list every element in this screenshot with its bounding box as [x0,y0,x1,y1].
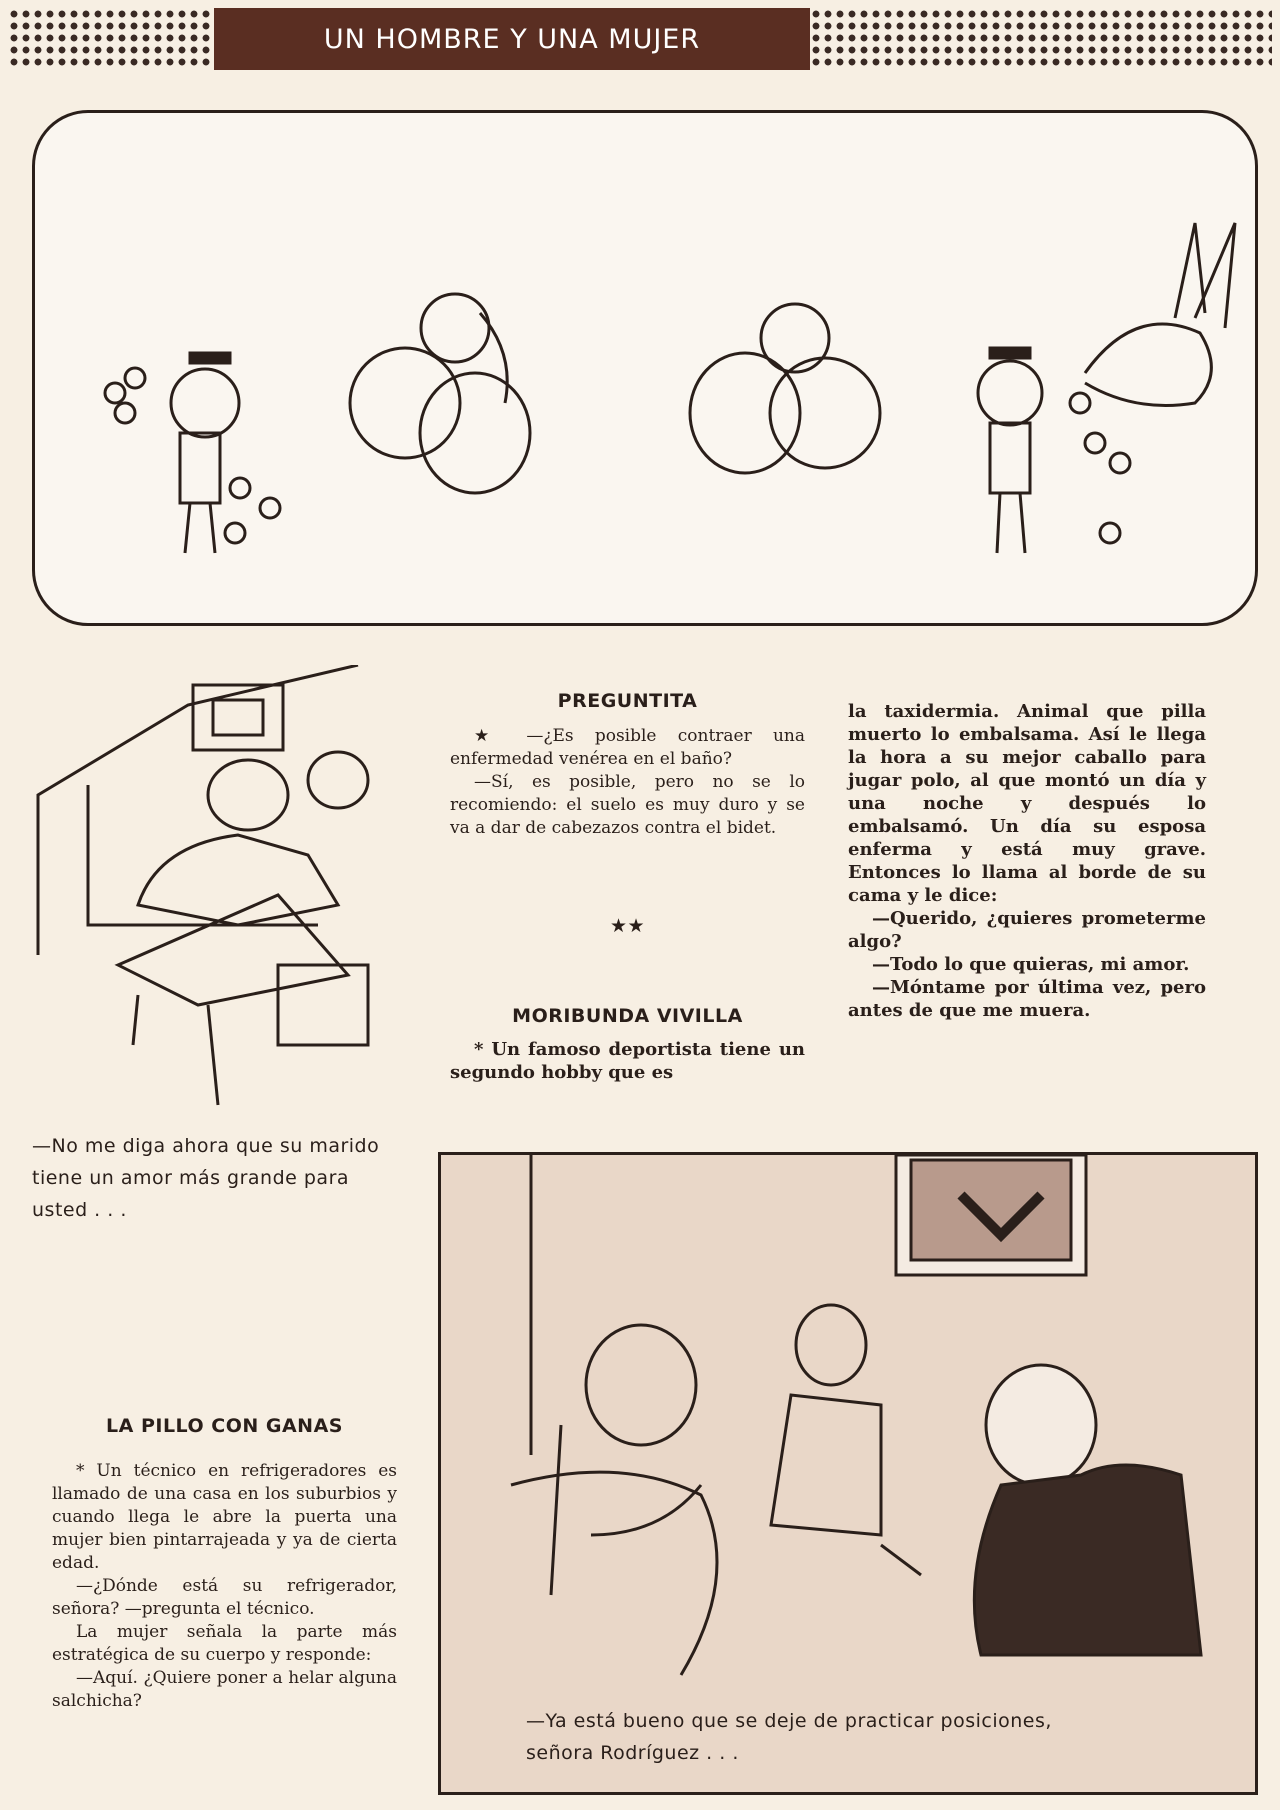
framed-cartoon-panel [438,1152,1258,1795]
halftone-pattern-left [8,8,214,70]
paragraph: —Querido, ¿quieres prometerme algo? [848,908,1206,952]
paragraph: * Un técnico en refrigeradores es llamado de una casa en los suburbios y cuando llega le abre la puerta una mujer bien pintarrajeada y ya de cierta edad. [52,1461,397,1573]
framed-caption-line-1: —Ya está bueno que se deje de practicar posiciones, [526,1710,1052,1732]
comic-strip-panel [32,110,1258,626]
cartoon-caption: —No me diga ahora que su marido tiene un amor más grande para usted . . . [32,1135,380,1221]
comic-strip-illustration [35,113,1255,623]
header-banner [214,8,810,70]
moribunda-continuation [848,700,1206,1022]
pillo-heading: LA PILLO CON GANAS [106,1415,343,1437]
paragraph: —¿Dónde está su refrigerador, señora? —pregunta el técnico. [52,1576,397,1619]
preguntita-heading: PREGUNTITA [557,690,698,712]
section-separator: ★★ [609,915,646,937]
paragraph: —Móntame por última vez, pero antes de que me muera. [848,977,1206,1021]
paragraph: —Sí, es posible, pero no se lo recomiendo: el suelo es muy duro y se va a dar de cabezazos contra el bidet. [450,772,805,838]
halftone-pattern-right [810,8,1272,70]
paragraph: —Aquí. ¿Quiere poner a helar alguna salchicha? [52,1668,397,1711]
cartoon-office-illustration [441,1155,1255,1695]
pillo-text [52,1460,397,1713]
cartoon-couple-illustration [18,665,418,1115]
paragraph: la taxidermia. Animal que pilla muerto lo embalsama. Así le llega la hora a su mejor caballo para jugar polo, al que montó un día y una noche y después lo embalsamó. Un día su esposa enferma y está muy grave. Entonces lo llama al borde de su cama y le dice: [848,701,1206,906]
moribunda-intro [450,1038,805,1084]
paragraph: —Todo lo que quieras, mi amor. [872,954,1190,975]
paragraph: La mujer señala la parte más estratégica de su cuerpo y responde: [52,1622,397,1665]
framed-caption [526,1705,1226,1769]
paragraph: * Un famoso deportista tiene un segundo hobby que es [450,1039,805,1083]
paragraph: ★ —¿Es posible contraer una enfermedad venérea en el baño? [450,726,805,769]
framed-caption-line-2: señora Rodríguez . . . [526,1742,739,1764]
page-title: UN HOMBRE Y UNA MUJER [323,23,701,55]
moribunda-heading: MORIBUNDA VIVILLA [512,1005,743,1027]
preguntita-text [450,725,805,840]
